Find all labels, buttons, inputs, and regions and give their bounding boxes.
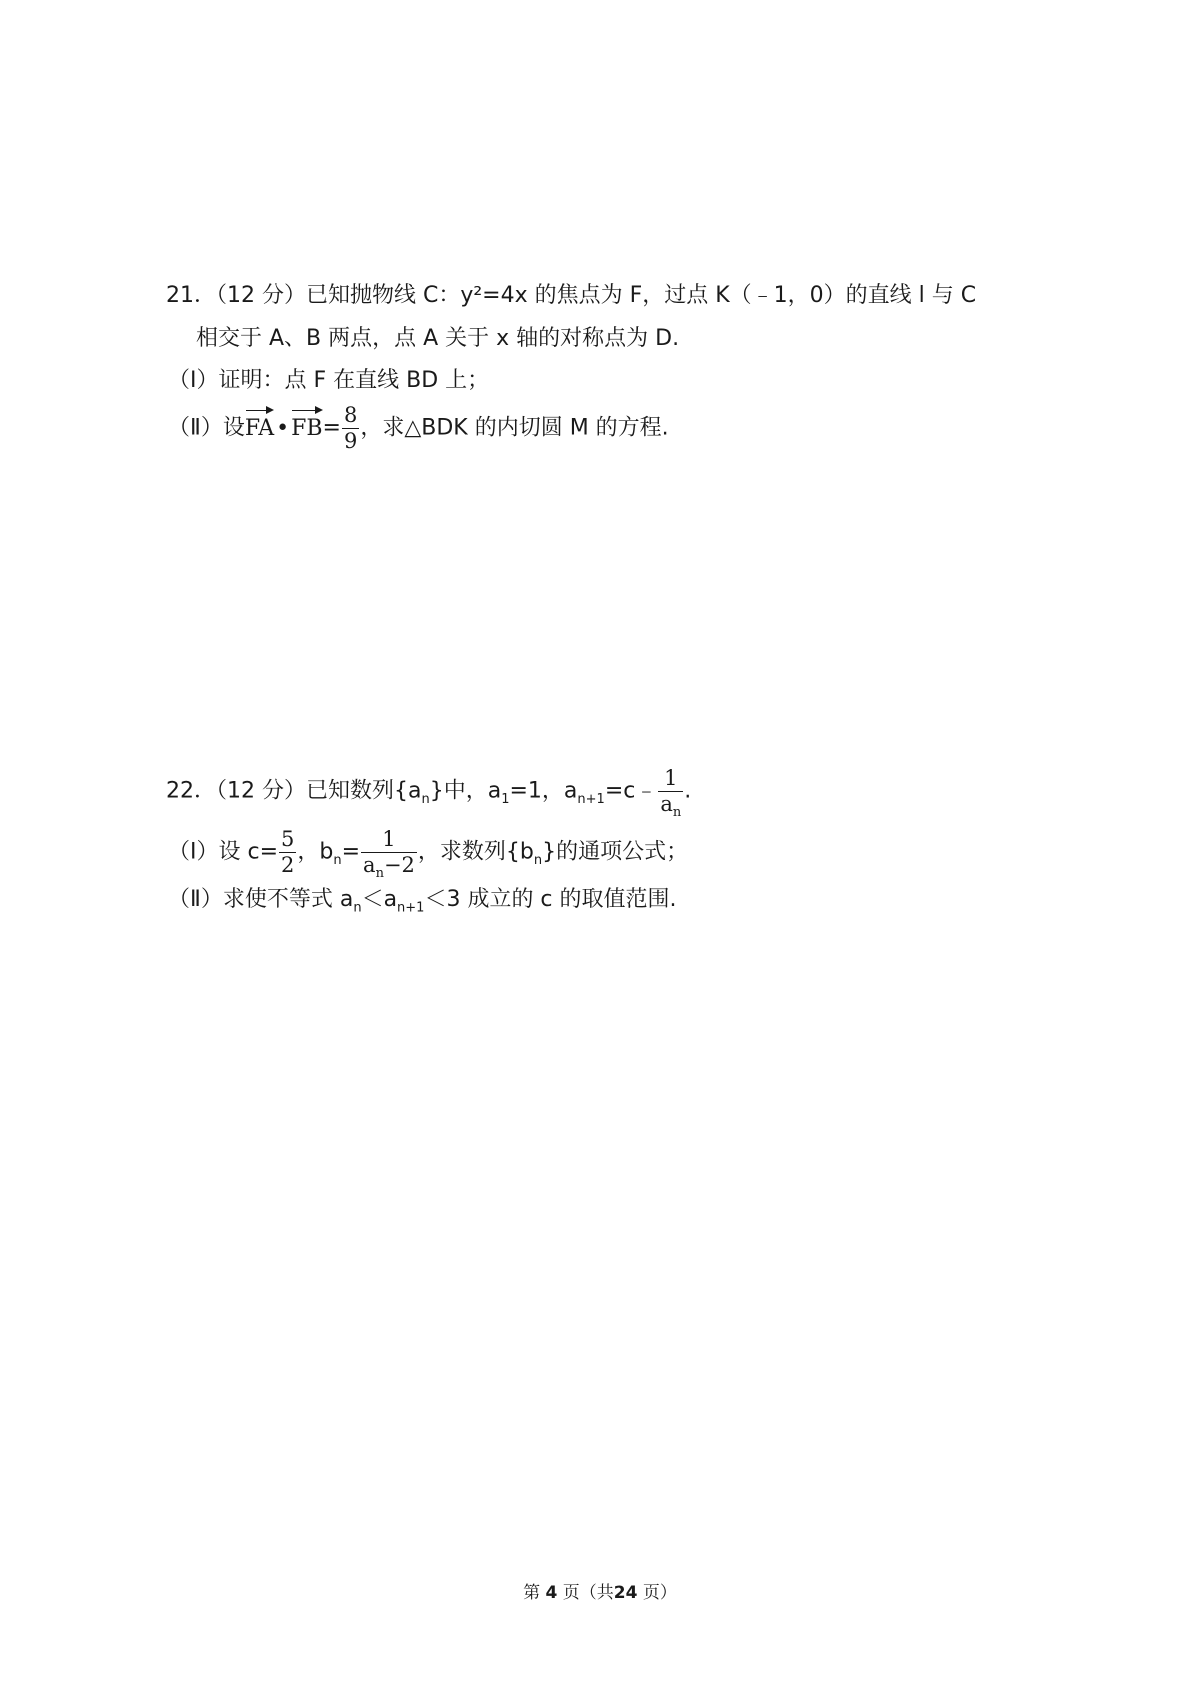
q22-part-2 [168, 885, 677, 915]
footer-text: 页） [642, 1583, 677, 1603]
footer-text: 页（共 [562, 1583, 614, 1603]
fraction-8-9 [342, 405, 359, 452]
variable-a: a [660, 792, 673, 816]
q21-part-2-prefix: （Ⅱ）设 [168, 415, 245, 441]
q21-stem-text-continued: 相交于 A、B 两点，点 A 关于 x 轴的对称点为 D. [196, 326, 680, 351]
equals-sign: = [341, 839, 361, 865]
footer-text: 第 [523, 1583, 541, 1603]
q22-stem-text: =c﹣ [604, 778, 658, 804]
subscript: n+1 [577, 791, 605, 807]
subscript: n+1 [397, 900, 425, 916]
fraction-numerator: 1 [664, 766, 678, 790]
q22-part-2-text: ＜3 成立的 c 的取值范围. [424, 887, 677, 912]
fraction-denominator [658, 791, 683, 821]
minus-two: −2 [383, 853, 415, 877]
vector-fb: FB [291, 410, 322, 444]
fraction-numerator: 8 [343, 403, 358, 427]
q21-part-1 [168, 366, 489, 396]
q21-line-2 [196, 324, 679, 354]
fraction-1-over-an-minus-2 [361, 827, 417, 882]
q22-part-2-text: ＜a [361, 887, 398, 912]
fraction-denominator [361, 852, 417, 882]
q22-part-1-text: ，b [297, 839, 334, 865]
subscript: n [333, 852, 342, 868]
q21-part-1-text: （Ⅰ）证明：点 F 在直线 BD 上； [168, 368, 490, 393]
fraction-denominator: 2 [281, 853, 295, 877]
page-number: 4 [545, 1583, 558, 1603]
period: . [684, 778, 692, 804]
fraction-numerator: 1 [382, 827, 396, 851]
dot-product-symbol: • [276, 415, 290, 441]
q22-part-2-text: （Ⅱ）求使不等式 a [168, 887, 354, 912]
equals-sign: = [322, 415, 341, 441]
q21-part-2-suffix: ，求△BDK 的内切圆 M 的方程. [360, 415, 669, 441]
q22-part-1 [168, 827, 689, 882]
q21-part-2 [168, 405, 669, 452]
q21-line-1 [166, 281, 976, 311]
subscript: n [353, 900, 362, 916]
q22-line-1 [166, 766, 692, 821]
q22-part-1-text: （Ⅰ）设 c= [168, 839, 279, 865]
subscript: n [421, 791, 430, 807]
q22-stem-text: =1，a [509, 778, 578, 804]
variable-a: a [363, 853, 376, 877]
fraction-1-over-an [658, 766, 683, 821]
subscript: 1 [501, 791, 510, 807]
subscript: n [672, 805, 682, 821]
q22-part-1-text: ，求数列{b [417, 839, 534, 865]
fraction-denominator: 9 [343, 429, 358, 453]
subscript: n [375, 866, 384, 882]
fraction-numerator: 5 [281, 827, 295, 851]
subscript: n [533, 852, 543, 868]
q22-stem-text: }中，a [429, 778, 502, 804]
vector-fa: FA [245, 410, 274, 444]
q22-part-1-text: }的通项公式； [542, 839, 689, 865]
fraction-5-2 [279, 829, 296, 876]
q22-stem-text: 22．（12 分）已知数列{a [166, 778, 422, 804]
page-footer [0, 1578, 1200, 1603]
q21-stem-text: 21．（12 分）已知抛物线 C：y²=4x 的焦点为 F，过点 K（﹣1，0）的直线 l 与 C [166, 283, 977, 308]
total-pages: 24 [613, 1583, 638, 1603]
